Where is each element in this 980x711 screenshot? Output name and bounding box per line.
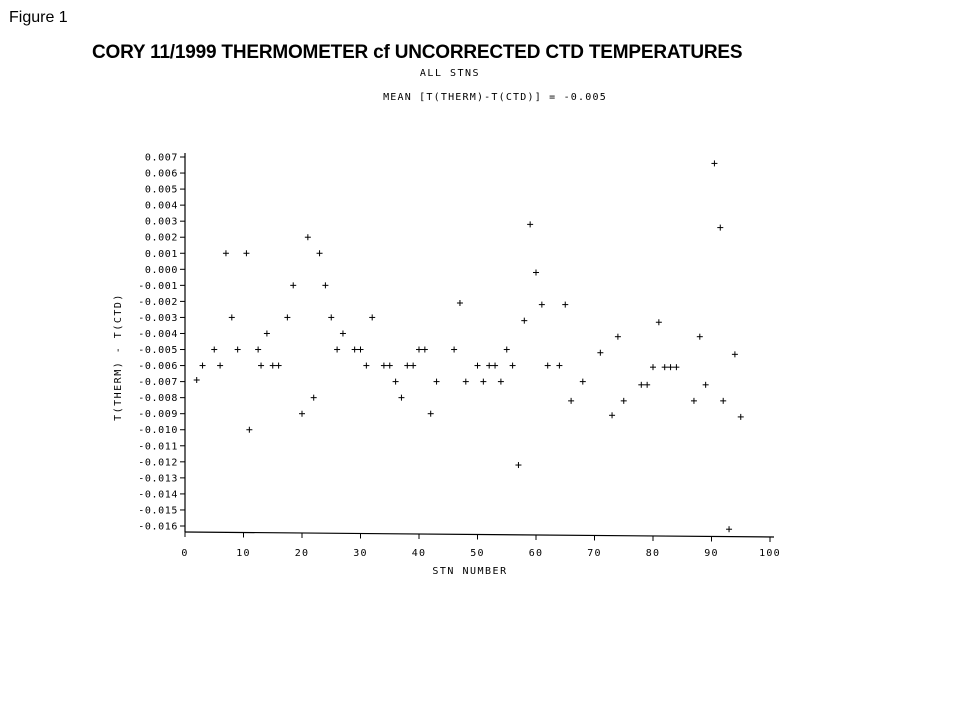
axes	[185, 153, 774, 537]
data-point	[562, 302, 568, 308]
y-tick-label: -0.010	[138, 425, 178, 437]
data-point	[311, 395, 317, 401]
data-point	[738, 414, 744, 420]
y-tick-label: 0.006	[144, 168, 178, 180]
y-tick-label: -0.013	[138, 473, 178, 485]
data-point	[717, 225, 723, 231]
data-points	[194, 160, 744, 532]
x-tick-label: 30	[353, 548, 368, 559]
x-axis-line	[185, 532, 774, 537]
data-point	[621, 398, 627, 404]
data-point	[211, 347, 217, 353]
data-point	[235, 347, 241, 353]
x-tick-label: 50	[470, 548, 485, 559]
y-axis-ticks	[138, 153, 185, 533]
data-point	[475, 363, 481, 369]
data-point	[691, 398, 697, 404]
data-point	[299, 411, 305, 417]
data-point	[510, 363, 516, 369]
data-point	[334, 347, 340, 353]
data-point	[597, 350, 603, 356]
x-axis-label: STN NUMBER	[432, 566, 508, 577]
data-point	[340, 330, 346, 336]
data-point	[194, 377, 200, 383]
data-point	[609, 412, 615, 418]
y-tick-label: -0.001	[138, 280, 178, 292]
x-tick-label: 60	[528, 548, 544, 559]
x-tick-label: 10	[236, 548, 251, 559]
y-tick-label: -0.005	[138, 345, 178, 357]
data-point	[422, 347, 428, 353]
data-point	[270, 363, 276, 369]
data-point	[264, 330, 270, 336]
data-point	[284, 314, 290, 320]
data-point	[650, 364, 656, 370]
data-point	[673, 364, 679, 370]
x-tick-label: 90	[704, 548, 719, 559]
data-point	[668, 364, 674, 370]
data-point	[498, 379, 504, 385]
x-tick-label: 20	[294, 548, 310, 559]
data-point	[463, 379, 469, 385]
data-point	[434, 379, 440, 385]
data-point	[556, 363, 562, 369]
figure-label: Figure 1	[9, 9, 68, 26]
data-point	[568, 398, 574, 404]
y-tick-label: 0.004	[144, 200, 178, 212]
data-point	[726, 526, 732, 532]
data-point	[480, 379, 486, 385]
data-point	[662, 364, 668, 370]
data-point	[404, 363, 410, 369]
data-point	[305, 234, 311, 240]
data-point	[393, 379, 399, 385]
data-point	[243, 250, 249, 256]
data-point	[533, 270, 539, 276]
data-point	[504, 347, 510, 353]
y-tick-label: 0.003	[144, 216, 178, 228]
data-point	[317, 250, 323, 256]
data-point	[644, 382, 650, 388]
data-point	[255, 347, 261, 353]
y-tick-label: -0.016	[138, 521, 178, 533]
mean-annotation: MEAN [T(THERM)-T(CTD)] = -0.005	[383, 92, 607, 103]
data-point	[416, 347, 422, 353]
y-tick-label: -0.006	[138, 361, 178, 373]
data-point	[352, 347, 358, 353]
data-point	[223, 250, 229, 256]
data-point	[290, 282, 296, 288]
y-tick-label: 0.001	[144, 248, 178, 260]
data-point	[246, 427, 252, 433]
chart-subtitle: ALL STNS	[419, 68, 481, 79]
x-tick-label: 100	[759, 548, 781, 559]
data-point	[457, 300, 463, 306]
y-tick-label: 0.002	[144, 232, 178, 244]
chart-title: CORY 11/1999 THERMOMETER cf UNCORRECTED CTD TEMPERATURES	[92, 42, 743, 63]
data-point	[486, 363, 492, 369]
data-point	[328, 314, 334, 320]
data-point	[381, 363, 387, 369]
data-point	[387, 363, 393, 369]
data-point	[358, 347, 364, 353]
data-point	[580, 379, 586, 385]
y-tick-label: -0.007	[138, 377, 178, 389]
y-tick-label: -0.014	[138, 489, 178, 501]
y-axis-label: T(THERM) - T(CTD)	[113, 293, 124, 421]
y-tick-label: -0.012	[138, 457, 178, 469]
data-point	[615, 334, 621, 340]
y-tick-label: -0.015	[138, 505, 178, 517]
data-point	[703, 382, 709, 388]
y-tick-label: -0.004	[138, 328, 178, 340]
data-point	[451, 347, 457, 353]
data-point	[720, 398, 726, 404]
data-point	[521, 318, 527, 324]
y-tick-label: -0.011	[138, 441, 178, 453]
data-point	[229, 314, 235, 320]
data-point	[711, 160, 717, 166]
data-point	[363, 363, 369, 369]
data-point	[322, 282, 328, 288]
data-point	[258, 363, 264, 369]
y-tick-label: -0.009	[138, 409, 178, 421]
y-tick-label: 0.000	[144, 264, 178, 276]
data-point	[276, 363, 282, 369]
x-tick-label: 40	[411, 548, 427, 559]
data-point	[369, 314, 375, 320]
y-tick-label: 0.005	[144, 184, 178, 196]
x-tick-label: 70	[587, 548, 602, 559]
y-tick-label: -0.002	[138, 296, 178, 308]
data-point	[732, 351, 738, 357]
y-tick-label: -0.003	[138, 312, 178, 324]
data-point	[697, 334, 703, 340]
data-point	[638, 382, 644, 388]
data-point	[410, 363, 416, 369]
x-tick-label: 0	[181, 548, 189, 559]
data-point	[492, 363, 498, 369]
data-point	[515, 462, 521, 468]
y-tick-label: 0.007	[144, 152, 178, 164]
data-point	[428, 411, 434, 417]
data-point	[527, 221, 533, 227]
data-point	[217, 363, 223, 369]
data-point	[539, 302, 545, 308]
data-point	[200, 363, 206, 369]
data-point	[398, 395, 404, 401]
y-tick-label: -0.008	[138, 393, 178, 405]
data-point	[656, 319, 662, 325]
x-tick-label: 80	[645, 548, 661, 559]
data-point	[545, 363, 551, 369]
